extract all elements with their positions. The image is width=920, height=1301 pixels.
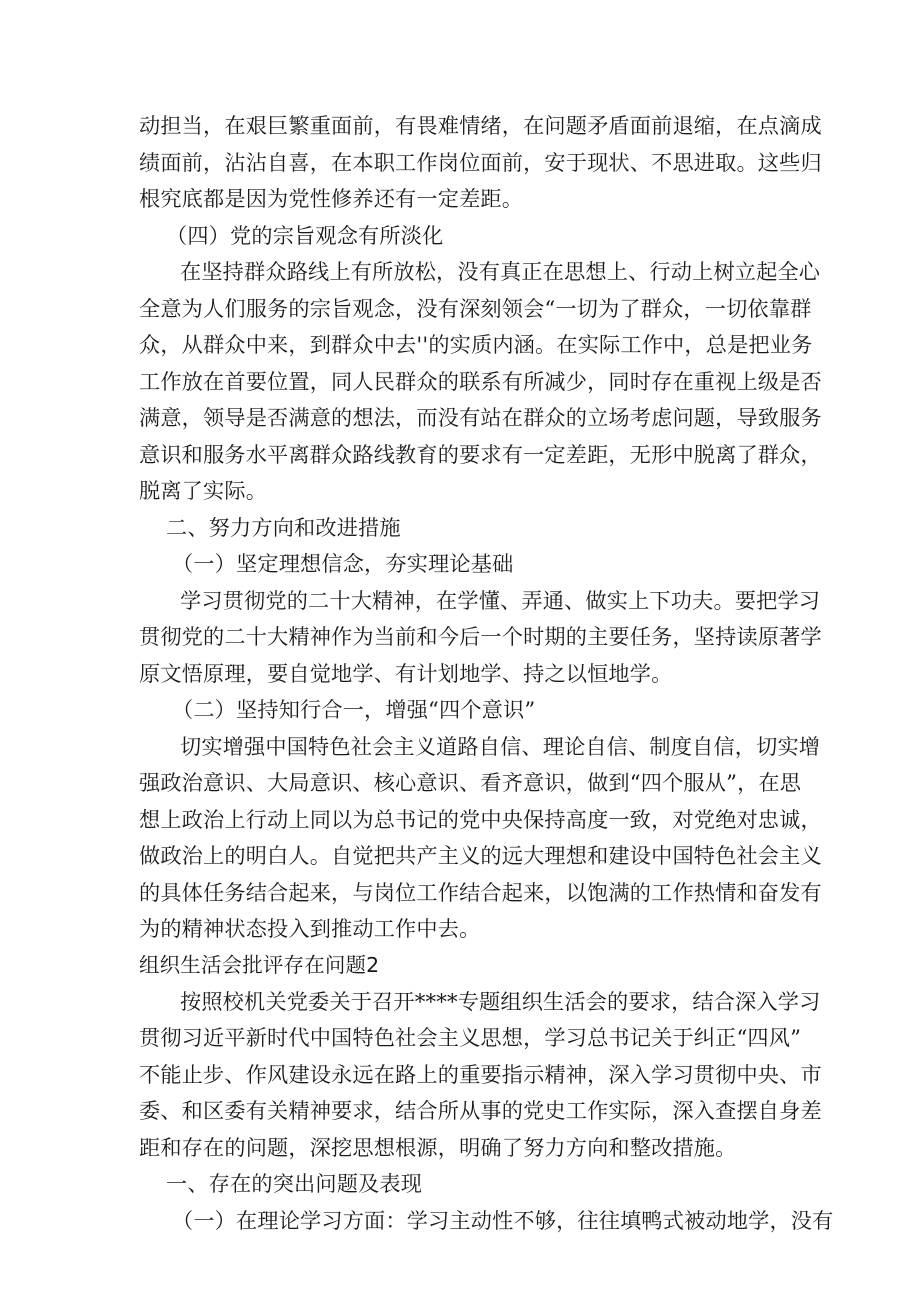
paragraph-line: （一）在理论学习方面：学习主动性不够，往往填鸭式被动地学，没有 xyxy=(172,1208,834,1233)
paragraph-line: 绩面前，沾沾自喜，在本职工作岗位面前，安于现状、不思进取。这些归 xyxy=(139,150,822,175)
paragraph-line: 意识和服务水平离群众路线教育的要求有一定差距，无形中脱离了群众， xyxy=(139,442,822,467)
paragraph-line: 强政治意识、大局意识、核心意识、看齐意识，做到“四个服从”，在思 xyxy=(139,770,802,795)
paragraph-line: 在坚持群众路线上有所放松，没有真正在思想上、行动上树立起全心 xyxy=(180,259,821,284)
paragraph-line: 工作放在首要位置，同人民群众的联系有所减少，同时存在重视上级是否 xyxy=(139,369,822,394)
paragraph-line: 切实增强中国特色社会主义道路自信、理论自信、制度自信，切实增 xyxy=(180,734,821,759)
paragraph-line: 满意，领导是否满意的想法，而没有站在群众的立场考虑问题，导致服务 xyxy=(139,405,822,430)
paragraph-line: 按照校机关党委关于召开****专题组织生活会的要求，结合深入学习 xyxy=(180,989,821,1014)
paragraph-line: 不能止步、作风建设永远在路上的重要指示精神，深入学习贯彻中央、市 xyxy=(139,1062,822,1087)
section-heading: （四）党的宗旨观念有所淡化 xyxy=(166,223,444,248)
paragraph-line: 委、和区委有关精神要求，结合所从事的党史工作实际，深入查摆自身差 xyxy=(139,1098,822,1123)
paragraph-line: 根究底都是因为党性修养还有一定差距。 xyxy=(139,186,524,211)
paragraph-line: 想上政治上行动上同以为总书记的党中央保持高度一致，对党绝对忠诚， xyxy=(139,807,822,832)
subsection-heading: （一）坚定理想信念，夯实理论基础 xyxy=(172,551,514,576)
subsection-heading: （二）坚持知行合一，增强“四个意识” xyxy=(172,697,536,722)
paragraph-line: 的具体任务结合起来，与岗位工作结合起来，以饱满的工作热情和奋发有 xyxy=(139,880,822,905)
paragraph-line: 动担当，在艰巨繁重面前，有畏难情绪，在问题矛盾面前退缩，在点滴成 xyxy=(139,113,822,138)
paragraph-line: 贯彻党的二十大精神作为当前和今后一个时期的主要任务，坚持读原著学 xyxy=(139,624,822,649)
paragraph-line: 全意为人们服务的宗旨观念，没有深刻领会“一切为了群众，一切依靠群 xyxy=(139,296,812,321)
section-heading: 二、努力方向和改进措施 xyxy=(166,515,401,540)
paragraph-line: 距和存在的问题，深挖思想根源，明确了努力方向和整改措施。 xyxy=(139,1135,737,1160)
paragraph-line: 学习贯彻党的二十大精神，在学懂、弄通、做实上下功夫。要把学习 xyxy=(180,588,821,613)
document-title: 组织生活会批评存在问题2 xyxy=(139,953,380,977)
paragraph-line: 为的精神状态投入到推动工作中去。 xyxy=(139,916,481,941)
paragraph-line: 众，从群众中来，到群众中去''的实质内涵。在实际工作中，总是把业务 xyxy=(139,332,813,357)
paragraph-line: 原文悟原理，要自觉地学、有计划地学、持之以恒地学。 xyxy=(139,661,673,686)
paragraph-line: 做政治上的明白人。自觉把共产主义的远大理想和建设中国特色社会主义 xyxy=(139,843,822,868)
paragraph-line: 脱离了实际。 xyxy=(139,478,268,503)
paragraph-line: 贯彻习近平新时代中国特色社会主义思想，学习总书记关于纠正“四风” xyxy=(139,1025,802,1050)
section-heading: 一、存在的突出问题及表现 xyxy=(166,1171,423,1196)
